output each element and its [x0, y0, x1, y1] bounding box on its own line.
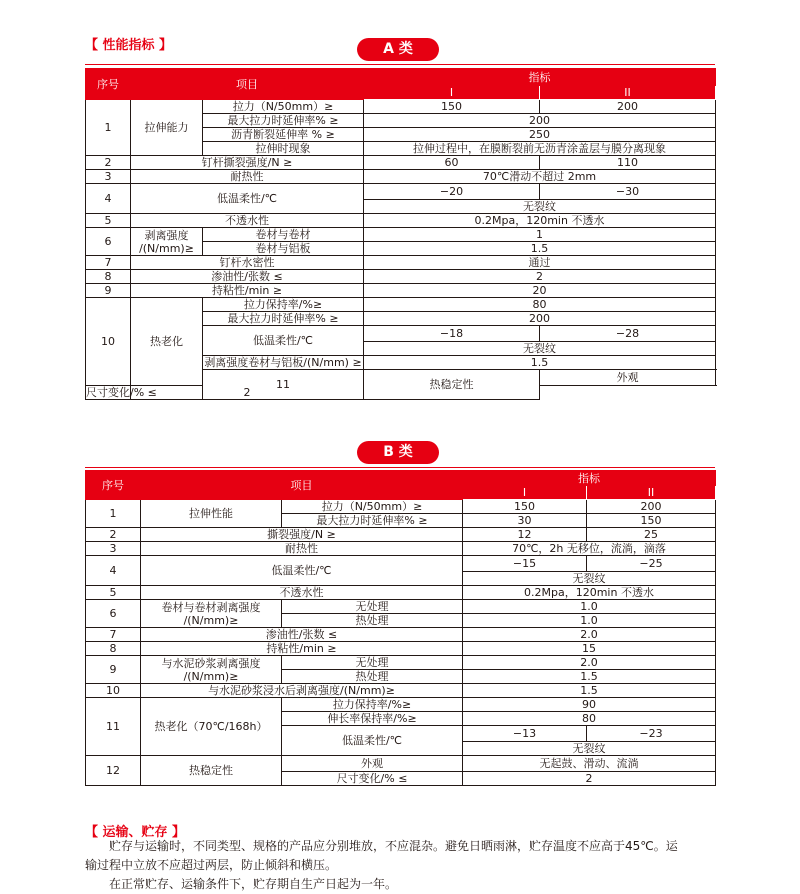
header-item: 项目 — [141, 471, 463, 500]
row-category: 热老化（70℃/168h） — [141, 698, 282, 756]
row-no: 2 — [86, 528, 141, 542]
row-no: 3 — [86, 542, 141, 556]
row-item: 耐热性 — [131, 170, 364, 184]
row-category-line2: /(N/mm)≥ — [139, 241, 194, 255]
row-category: 拉伸能力 — [131, 100, 203, 156]
row-item: 拉伸时现象 — [203, 142, 364, 156]
spec-table-a — [85, 68, 716, 400]
row-item: 不透水性 — [141, 586, 463, 600]
row-no: 8 — [86, 642, 141, 656]
row-value: 15 — [463, 642, 716, 656]
row-no: 7 — [86, 256, 131, 270]
row-item: 与水泥砂浆浸水后剥离强度/(N/mm)≥ — [141, 684, 463, 698]
row-value: 200 — [364, 114, 716, 128]
row-value: −15 — [463, 556, 587, 572]
row-value: 200 — [587, 500, 716, 514]
transport-paragraph-line1: 贮存与运输时，不同类型、规格的产品应分别堆放，不应混杂。避免日晒雨淋，贮存温度不应高于45℃。运 — [109, 839, 678, 853]
row-value: 0.2Mpa，120min 不透水 — [364, 214, 716, 228]
category-a-badge: A 类 — [357, 38, 439, 61]
row-no: 5 — [86, 214, 131, 228]
row-value: 70℃滑动不超过 2mm — [364, 170, 716, 184]
row-value: 2.0 — [463, 628, 716, 642]
row-item: 外观 — [540, 370, 716, 386]
row-item: 渗油性/张数 ≤ — [131, 270, 364, 284]
row-value: 30 — [463, 514, 587, 528]
row-value: 2 — [364, 270, 716, 284]
row-item: 低温柔性/℃ — [131, 184, 364, 214]
row-item: 伸长率保持率/%≥ — [282, 712, 463, 726]
row-item: 热处理 — [282, 614, 463, 628]
row-value: 12 — [463, 528, 587, 542]
row-no: 9 — [86, 656, 141, 684]
row-item: 最大拉力时延伸率% ≥ — [282, 514, 463, 528]
header-no: 序号 — [86, 69, 131, 100]
row-item: 无处理 — [282, 600, 463, 614]
row-value: −28 — [540, 326, 716, 342]
row-item: 渗油性/张数 ≤ — [141, 628, 463, 642]
row-item: 尺寸变化/% ≤ — [86, 386, 157, 399]
row-item: 撕裂强度/N ≥ — [141, 528, 463, 542]
row-no: 2 — [86, 156, 131, 170]
row-item: 低温柔性/℃ — [141, 556, 463, 586]
category-b-badge: B 类 — [357, 441, 439, 464]
row-item: 持粘性/min ≥ — [131, 284, 364, 298]
row-no: 4 — [86, 184, 131, 214]
row-category: 拉伸性能 — [141, 500, 282, 528]
row-no: 1 — [86, 100, 131, 156]
row-value: 70℃，2h 无移位，流淌，滴落 — [463, 542, 716, 556]
row-item: 尺寸变化/% ≤ — [282, 772, 463, 786]
row-value: 150 — [463, 500, 587, 514]
row-category-line2: /(N/mm)≥ — [183, 669, 239, 683]
row-no: 4 — [86, 556, 141, 586]
row-item: 无处理 — [282, 656, 463, 670]
row-item: 沥青断裂延伸率 % ≥ — [203, 128, 364, 142]
header-grade-1: I — [364, 86, 540, 100]
row-category — [141, 656, 282, 684]
row-value: 无裂纹 — [364, 200, 716, 214]
row-item: 卷材与铝板 — [203, 242, 364, 256]
row-item: 拉力保持率/%≥ — [282, 698, 463, 712]
row-item: 最大拉力时延伸率% ≥ — [203, 312, 364, 326]
row-value: 0.2Mpa，120min 不透水 — [463, 586, 716, 600]
row-value: 无裂纹 — [364, 342, 716, 356]
row-item: 不透水性 — [131, 214, 364, 228]
row-no: 10 — [86, 298, 131, 386]
row-value: 1.0 — [463, 600, 716, 614]
row-no: 3 — [86, 170, 131, 184]
header-grade-2: II — [587, 486, 716, 500]
transport-paragraph-line2: 输过程中立放不应超过两层，防止倾斜和横压。 — [85, 858, 338, 872]
row-item: 钉杆水密性 — [131, 256, 364, 270]
row-value: 1.5 — [364, 356, 716, 370]
row-no: 11 — [86, 698, 141, 756]
row-value: 1.5 — [463, 684, 716, 698]
row-item: 最大拉力时延伸率% ≥ — [203, 114, 364, 128]
row-value: 2.0 — [463, 656, 716, 670]
row-no: 11 — [203, 370, 364, 400]
row-value: 250 — [364, 128, 716, 142]
row-no: 9 — [86, 284, 131, 298]
row-category-line1: 卷材与卷材剥离强度 — [161, 600, 261, 614]
section-title-transport: 【 运输、贮存 】 — [85, 825, 186, 840]
storage-paragraph: 在正常贮存、运输条件下，贮存期自生产日起为一年。 — [109, 877, 398, 891]
row-no: 8 — [86, 270, 131, 284]
header-grade-2: II — [540, 86, 716, 100]
row-category — [141, 600, 282, 628]
row-value: 200 — [540, 100, 716, 114]
row-value: 1.5 — [364, 242, 716, 256]
row-value: −30 — [540, 184, 716, 200]
row-no: 12 — [86, 756, 141, 786]
row-no: 6 — [86, 228, 131, 256]
row-value: 80 — [463, 712, 716, 726]
row-value: 150 — [587, 514, 716, 528]
row-value: 无裂纹 — [463, 742, 716, 756]
row-value: 通过 — [364, 256, 716, 270]
row-category-line2: /(N/mm)≥ — [183, 613, 239, 627]
row-category — [131, 228, 203, 256]
row-value: 150 — [364, 100, 540, 114]
row-item: 剥离强度卷材与铝板/(N/mm) ≥ — [204, 356, 362, 369]
divider-b — [85, 467, 715, 468]
row-value: −20 — [364, 184, 540, 200]
row-value: 拉伸过程中，在膜断裂前无沥青涂盖层与膜分离现象 — [364, 142, 716, 156]
row-item: 热处理 — [282, 670, 463, 684]
row-item: 拉力（N/50mm）≥ — [282, 500, 463, 514]
row-no: 10 — [86, 684, 141, 698]
row-value: 80 — [364, 298, 716, 312]
row-value: 90 — [463, 698, 716, 712]
spec-table-b — [85, 470, 716, 786]
row-category: 热老化 — [131, 298, 203, 386]
row-value: −18 — [364, 326, 540, 342]
row-item: 持粘性/min ≥ — [141, 642, 463, 656]
row-value: 2 — [463, 772, 716, 786]
row-value: 无裂纹 — [463, 572, 716, 586]
row-no: 7 — [86, 628, 141, 642]
row-item: 钉杆撕裂强度/N ≥ — [131, 156, 364, 170]
row-value: 60 — [364, 156, 540, 170]
row-no: 1 — [86, 500, 141, 528]
row-value: −23 — [587, 726, 716, 742]
row-no: 6 — [86, 600, 141, 628]
row-value: 200 — [364, 312, 716, 326]
row-no: 5 — [86, 586, 141, 600]
row-value: −25 — [587, 556, 716, 572]
row-value: 1 — [364, 228, 716, 242]
row-item: 拉力保持率/%≥ — [203, 298, 364, 312]
row-value: 25 — [587, 528, 716, 542]
row-item: 低温柔性/℃ — [282, 726, 463, 756]
row-value: 2 — [131, 386, 364, 400]
row-category-line1: 与水泥砂浆剥离强度 — [161, 656, 261, 670]
row-item: 外观 — [282, 756, 463, 772]
row-item: 耐热性 — [141, 542, 463, 556]
divider-a — [85, 64, 715, 65]
row-category: 热稳定性 — [364, 370, 540, 400]
header-no: 序号 — [86, 471, 141, 500]
header-item: 项目 — [131, 69, 364, 100]
row-value: 20 — [364, 284, 716, 298]
header-index: 指标 — [364, 69, 716, 86]
row-item: 卷材与卷材 — [203, 228, 364, 242]
row-category: 热稳定性 — [141, 756, 282, 786]
header-index: 指标 — [463, 471, 716, 486]
header-grade-1: I — [463, 486, 587, 500]
row-value: 1.0 — [463, 614, 716, 628]
row-item: 拉力（N/50mm）≥ — [203, 100, 364, 114]
row-value: 无起鼓、滑动、流淌 — [463, 756, 716, 772]
row-value: 110 — [540, 156, 716, 170]
row-value: 1.5 — [463, 670, 716, 684]
section-title-performance: 【 性能指标 】 — [85, 38, 173, 53]
row-value: −13 — [463, 726, 587, 742]
row-category-line1: 剥离强度 — [144, 228, 189, 242]
row-item: 低温柔性/℃ — [203, 326, 364, 356]
